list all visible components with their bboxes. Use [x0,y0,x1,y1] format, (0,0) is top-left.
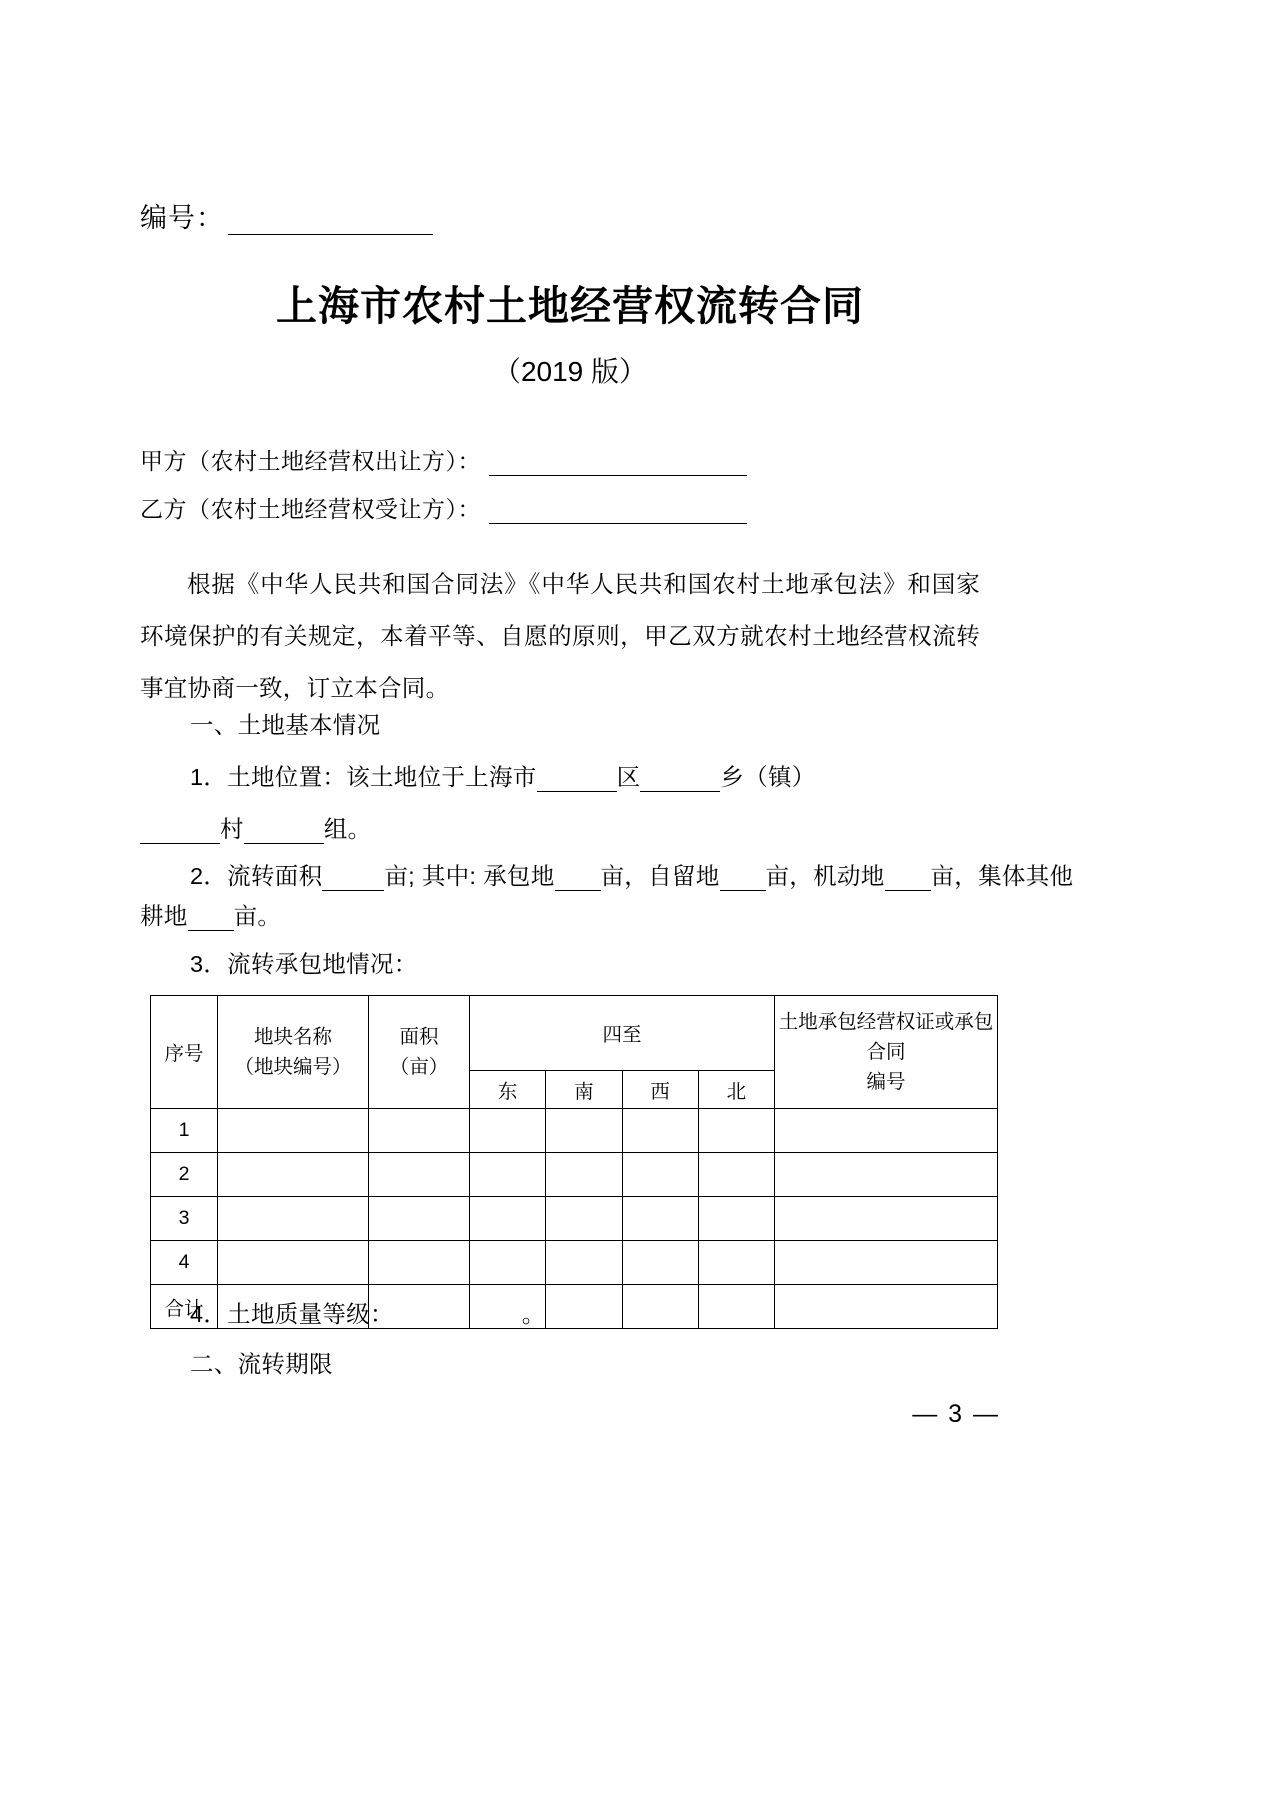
reserved-land-label: 亩，自留地 [600,863,720,889]
cell-south[interactable] [546,1285,622,1329]
cell-index: 1 [151,1109,218,1153]
contracted-land-label: 亩; 其中: 承包地 [384,863,555,889]
item-land-location-prefix: 1．土地位置：该土地位于上海市 [190,764,537,790]
cell-west[interactable] [622,1153,698,1197]
cell-certificate[interactable] [775,1241,998,1285]
header-plot-name [218,996,369,1109]
cell-index-total: 合计 [151,1285,218,1329]
header-south: 南 [546,1071,622,1109]
cell-certificate[interactable] [775,1285,998,1329]
cell-area[interactable] [369,1109,470,1153]
total-area-blank[interactable] [322,865,384,891]
item-transfer-area-prefix: 2．流转面积 [190,863,323,889]
table-head [151,996,998,1109]
cell-certificate[interactable] [775,1153,998,1197]
page-title: 上海市农村土地经营权流转合同 [276,283,864,329]
cell-west[interactable] [622,1197,698,1241]
header-west: 西 [622,1071,698,1109]
item-transfer-area-line2 [140,897,281,931]
reserved-land-blank[interactable] [720,865,766,891]
header-certificate-line2: 编号 [866,1071,906,1093]
cell-plot-name[interactable] [218,1241,369,1285]
cell-plot-name[interactable] [218,1109,369,1153]
collective-other-label: 亩，集体其他 [930,863,1074,889]
farmland-suffix: 亩。 [233,903,282,929]
cell-west[interactable] [622,1285,698,1329]
party-b-line [140,491,747,524]
cell-certificate[interactable] [775,1109,998,1153]
cell-east[interactable] [470,1153,546,1197]
cell-north[interactable] [698,1285,774,1329]
item-land-quality-grade [140,1295,546,1329]
farmland-blank[interactable] [188,905,234,931]
cell-west[interactable] [622,1109,698,1153]
header-north: 北 [698,1071,774,1109]
header-plot-name-line1: 地块名称 [253,1026,332,1048]
party-a-label: 甲方（农村土地经营权出让方）： [140,448,481,474]
cell-east[interactable] [470,1197,546,1241]
cell-east[interactable] [470,1109,546,1153]
header-boundaries: 四至 [470,996,775,1071]
village-blank[interactable] [140,818,220,844]
cell-area[interactable] [369,1197,470,1241]
section-two-heading: 二、流转期限 [190,1351,333,1377]
farmland-label: 耕地 [140,903,188,929]
township-suffix: 乡（镇） [720,764,816,790]
cell-south[interactable] [546,1241,622,1285]
cell-north[interactable] [698,1241,774,1285]
district-suffix: 区 [616,764,641,790]
header-area-line2: （亩） [389,1056,449,1078]
flexible-land-label: 亩，机动地 [765,863,885,889]
header-certificate-line1: 土地承包经营权证或承包合同 [778,1011,994,1063]
cell-north[interactable] [698,1109,774,1153]
header-area [369,996,470,1109]
table-row [151,1197,998,1241]
page-subtitle: （2019 版） [492,356,648,387]
cell-plot-name[interactable] [218,1153,369,1197]
header-index: 序号 [151,996,218,1109]
table-header-row-1 [151,996,998,1071]
cell-north[interactable] [698,1197,774,1241]
cell-plot-name[interactable] [218,1197,369,1241]
item-land-quality-suffix: 。 [521,1301,546,1327]
table-row [151,1241,998,1285]
section-one-heading: 一、土地基本情况 [190,712,381,738]
cell-west[interactable] [622,1241,698,1285]
header-area-line1: 面积 [399,1026,439,1048]
cell-certificate[interactable] [775,1197,998,1241]
header-plot-name-line2: （地块编号） [234,1056,352,1078]
intro-paragraph: 根据《中华人民共和国合同法》《中华人民共和国农村土地承包法》和国家环境保护的有关规定，本着平等、自愿的原则，甲乙双方就农村土地经营权流转事宜协商一致，订立本合同。 [140,571,980,701]
document-number-line [140,196,433,235]
cell-area[interactable] [369,1241,470,1285]
land-quality-blank[interactable] [394,1303,522,1329]
cell-south[interactable] [546,1197,622,1241]
document-number-label: 编号： [140,203,224,233]
contracted-land-blank[interactable] [555,865,601,891]
flexible-land-blank[interactable] [885,865,931,891]
cell-index: 3 [151,1197,218,1241]
item-land-location-line1 [140,758,816,792]
cell-index: 2 [151,1153,218,1197]
group-blank[interactable] [244,818,324,844]
table-row [151,1153,998,1197]
cell-index: 4 [151,1241,218,1285]
party-b-blank[interactable] [489,499,747,524]
district-blank[interactable] [537,766,617,792]
cell-area[interactable] [369,1153,470,1197]
cell-north[interactable] [698,1153,774,1197]
table-row [151,1109,998,1153]
cell-south[interactable] [546,1109,622,1153]
item-transfer-area-line1 [140,857,1073,891]
group-suffix: 组。 [323,816,372,842]
document-number-blank[interactable] [228,206,433,235]
cell-east[interactable] [470,1241,546,1285]
village-suffix: 村 [220,816,244,842]
header-east: 东 [470,1071,546,1109]
item-contracted-land-status-label: 3．流转承包地情况： [190,951,418,977]
party-b-label: 乙方（农村土地经营权受让方）： [140,496,481,522]
page-number: — 3 — [912,1400,1000,1428]
party-a-blank[interactable] [489,451,747,476]
item-land-quality-prefix: 4．土地质量等级： [190,1301,394,1327]
township-blank[interactable] [640,766,720,792]
contracted-land-table [150,995,998,1329]
cell-south[interactable] [546,1153,622,1197]
party-a-line [140,443,747,476]
header-certificate [775,996,998,1109]
item-land-location-line2 [140,810,371,844]
